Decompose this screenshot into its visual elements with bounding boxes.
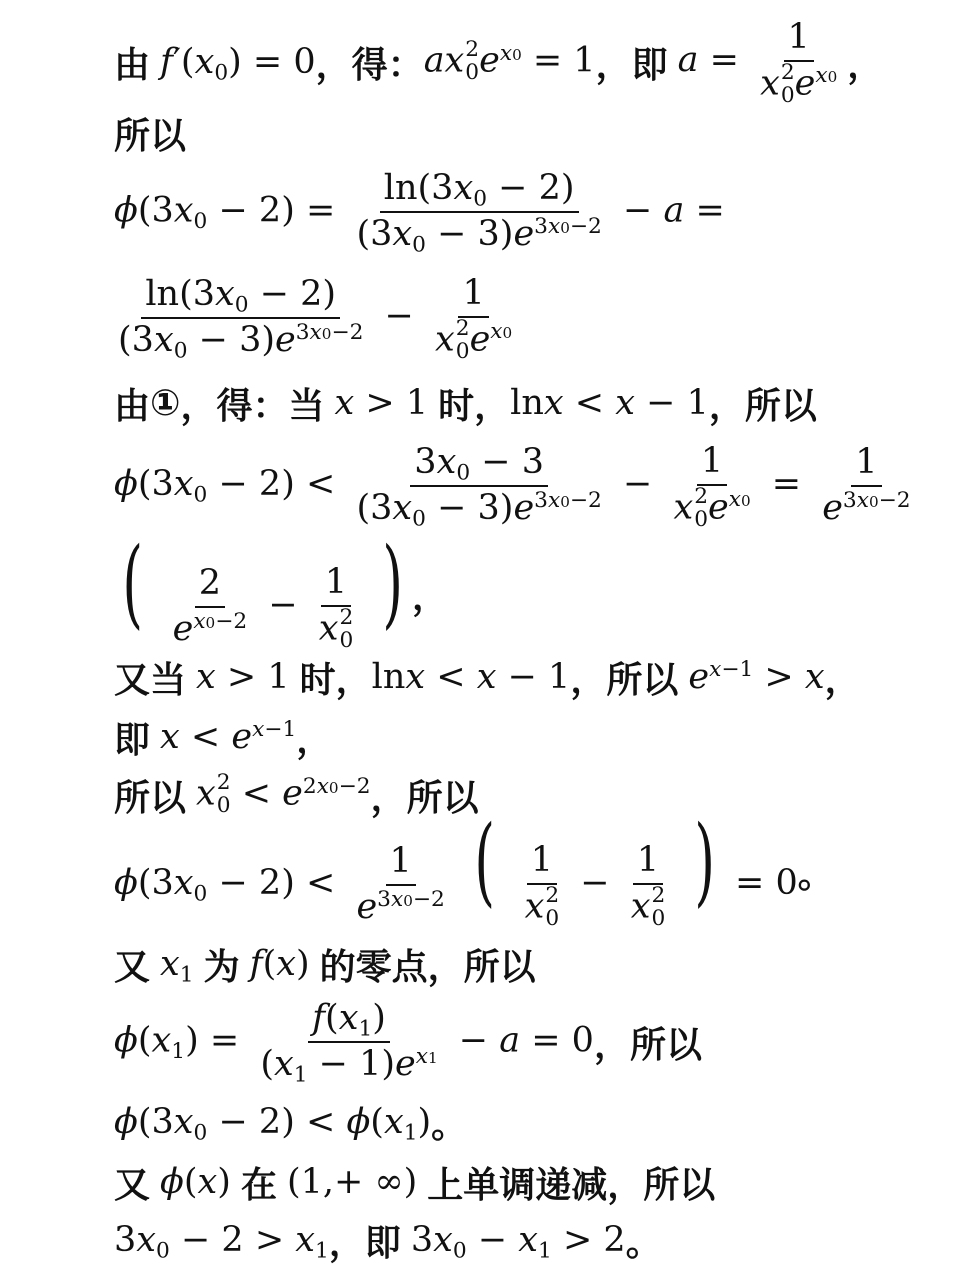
- text-de: 得：: [351, 44, 424, 86]
- text-period: 。: [625, 1222, 662, 1264]
- text-de-zero: 的零点，所以: [319, 946, 536, 988]
- line-14: [114, 1094, 467, 1150]
- math-interval: (1,+ ∞): [286, 1162, 418, 1202]
- text-comma: ，: [847, 44, 884, 86]
- math-x-gt-1: x > 1: [334, 383, 429, 423]
- text-comma: ，: [593, 1024, 630, 1066]
- math-x0sq-lt: x 2 0 < $e^{2x0-2}$: [196, 770, 371, 818]
- text-circle1: ①: [150, 382, 181, 424]
- text-de: 得：: [216, 385, 289, 427]
- line-7: [114, 527, 448, 653]
- text-shi: 时，: [299, 659, 372, 701]
- text-suoyi: 所以: [114, 777, 187, 819]
- line-15: [114, 1154, 715, 1210]
- line-4: [114, 268, 522, 368]
- text-you: 由: [114, 385, 151, 427]
- text-dang: 当: [288, 385, 325, 427]
- math-final-1: $3x_0 - 2 > x_1$: [114, 1220, 329, 1264]
- text-suoyi: 所以: [606, 659, 679, 701]
- line-3: [114, 162, 725, 262]
- text-ji: 即: [364, 1222, 401, 1264]
- math-f-prime-eq: $f'(x_0) = 0$: [160, 42, 316, 86]
- text-suoyi: 所以: [744, 385, 817, 427]
- text-you: 由: [114, 44, 151, 86]
- text-danzhao: 上单调递减，所以: [427, 1164, 716, 1206]
- math-phi-ineq-2: $\phi(3x_0 - 2)$ < $\frac{1}{e^{3x0-2}}$ ( 1 x 2 0 − 1 x 2 0 ) = 0: [114, 805, 798, 931]
- line-8: [114, 650, 861, 704]
- line-13: [114, 992, 702, 1092]
- math-lnx-lt: lnx < x − 1: [371, 657, 571, 697]
- text-comma: ，: [411, 576, 448, 618]
- line-11: [114, 805, 834, 931]
- text-comma: ，: [824, 659, 861, 701]
- math-lnx-lt: lnx < x − 1: [510, 383, 709, 423]
- math-fx: f(x): [249, 944, 310, 984]
- line-5: [114, 376, 817, 430]
- text-comma: ，: [315, 44, 352, 86]
- math-final-2: $3x_0 - x_1 > 2$: [410, 1220, 626, 1264]
- text-ji: 即: [114, 719, 151, 761]
- math-phi-expr-1: $\phi(3x_0 - 2)$ = $\frac{\ln(3x_0 - 2)}{(3x_0 - 3)e^{3x0-2}}$ − a =: [114, 168, 725, 258]
- text-comma: ，: [595, 44, 632, 86]
- text-shi: 时，: [438, 385, 511, 427]
- line-1: [114, 12, 883, 112]
- text-period: 。: [431, 1104, 468, 1146]
- math-x-lt-exp: $x < e^{x-1}$: [160, 717, 297, 757]
- math-x1: $x_1$: [160, 944, 194, 988]
- text-comma: ，: [570, 659, 607, 701]
- text-you2: 又: [114, 1164, 151, 1206]
- line-6: [114, 436, 921, 536]
- text-suoyi: 所以: [629, 1024, 702, 1066]
- text-you2: 又: [114, 946, 151, 988]
- line-2: [114, 108, 186, 158]
- text-comma: ，: [296, 719, 333, 761]
- math-phi-x: ϕ(x): [160, 1162, 231, 1202]
- text-suoyi: 所以: [406, 777, 479, 819]
- math-phi-ineq-1: $\phi(3x_0 - 2)$ < $\frac{3x_0 - 3}{(3x_0 - 3)e^{3x0-2}}$ − 1 x 2 0 $e^{x0}$ = $\frac{1}{e^{3x0-2}}$: [114, 441, 911, 532]
- text-zai: 在: [240, 1164, 277, 1206]
- math-phi-expr-2: $\frac{\ln(3x_0 - 2)}{(3x_0 - 3)e^{3x0-2}}$ − 1 x 2 0 $e^{x0}$: [118, 273, 513, 364]
- text-comma: ，: [180, 385, 217, 427]
- math-paren-expr: ( $\frac{2}{e^{x0-2}}$ − 1 x 2 0 ): [122, 527, 404, 653]
- text-youdang: 又当: [114, 659, 187, 701]
- math-exp-gt-x: $e^{x-1} > x$: [688, 657, 825, 697]
- text-period: 。: [797, 854, 834, 896]
- text-wei: 为: [203, 946, 240, 988]
- math-a-frac: a = 1 x 2 0 $e^{x0}$: [677, 17, 838, 108]
- line-16: [114, 1212, 662, 1268]
- math-ax-eq: ax 2 0 $e^{x0} = 1$: [423, 37, 596, 85]
- text-comma: ，: [708, 385, 745, 427]
- text-comma: ，: [370, 777, 407, 819]
- line-12: [114, 936, 536, 992]
- math-phi-compare: $\phi(3x_0 - 2) < \phi(x_1)$: [114, 1102, 432, 1146]
- text-comma: ，: [328, 1222, 365, 1264]
- text-ji: 即: [631, 44, 668, 86]
- text-suoyi: 所以: [114, 115, 187, 157]
- math-phi-x1: $\phi(x_1)$ = $\frac{f(x_1)}{(x_1 - 1)e^{x1}}$ − a = 0: [114, 998, 594, 1088]
- math-x-gt-1: x > 1: [196, 657, 290, 697]
- line-9: [114, 710, 332, 764]
